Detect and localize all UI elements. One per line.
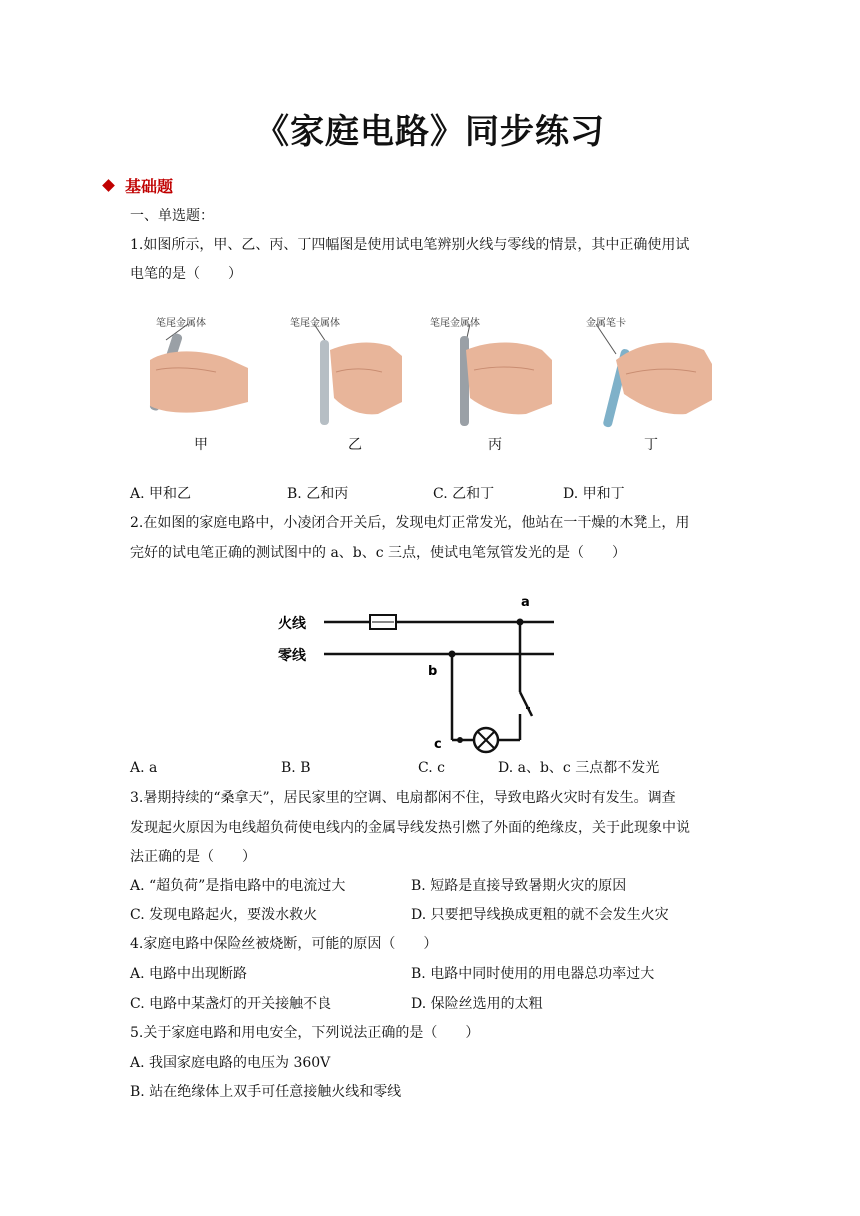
q3-stem-line2: 发现起火原因为电线超负荷使电线内的金属导线发热引燃了外面的绝缘皮，关于此现象中说 xyxy=(130,820,690,836)
figure-bing-caption: 丙 xyxy=(488,437,502,453)
q3-stem-line1: 3.暑期持续的“桑拿天”，居民家里的空调、电扇都闲不住，导致电路火灾时有发生。调查 xyxy=(130,790,676,806)
q1-option-b[interactable]: B. 乙和丙 xyxy=(287,486,349,502)
q4-option-b[interactable]: B. 电路中同时使用的用电器总功率过大 xyxy=(411,966,655,982)
figure-yi-label: 笔尾金属体 xyxy=(290,318,340,329)
q5-option-b[interactable]: B. 站在绝缘体上双手可任意接触火线和零线 xyxy=(130,1084,402,1100)
figure-jia xyxy=(136,310,266,460)
part-heading: 一、单选题： xyxy=(130,208,214,224)
switch-icon xyxy=(520,692,532,716)
q1-figure-row xyxy=(130,310,730,460)
point-c-label: c xyxy=(434,737,442,752)
figure-bing xyxy=(430,310,560,460)
q1-option-c[interactable]: C. 乙和丁 xyxy=(433,486,495,502)
q3-stem-line3: 法正确的是（ ） xyxy=(130,849,256,865)
q2-stem-line2: 完好的试电笔正确的测试图中的 a、b、c 三点，使试电笔氖管发光的是（ ） xyxy=(130,545,627,561)
figure-ding-label: 金属笔卡 xyxy=(586,318,626,329)
q4-option-a[interactable]: A. 电路中出现断路 xyxy=(130,966,248,982)
diamond-bullet-icon xyxy=(102,179,115,192)
q2-option-d[interactable]: D. a、b、c 三点都不发光 xyxy=(498,760,660,776)
figure-jia-label: 笔尾金属体 xyxy=(156,318,206,329)
point-a-label: a xyxy=(521,595,530,610)
q3-option-b[interactable]: B. 短路是直接导致暑期火灾的原因 xyxy=(411,878,627,894)
section-heading-label: 基础题 xyxy=(125,177,174,196)
q1-stem-line1: 1.如图所示，甲、乙、丙、丁四幅图是使用试电笔辨别火线与零线的情景，其中正确使用试 xyxy=(130,237,690,253)
q2-option-a[interactable]: A. a xyxy=(130,760,158,776)
circuit-diagram-svg xyxy=(268,588,568,758)
q4-stem-line1: 4.家庭电路中保险丝被烧断，可能的原因（ ） xyxy=(130,936,438,952)
neutral-wire-label: 零线 xyxy=(278,648,306,664)
q2-option-b[interactable]: B. B xyxy=(281,760,311,776)
point-b-label: b xyxy=(428,664,438,679)
q5-stem-line1: 5.关于家庭电路和用电安全，下列说法正确的是（ ） xyxy=(130,1025,480,1041)
q1-option-a[interactable]: A. 甲和乙 xyxy=(130,486,192,502)
q3-option-d[interactable]: D. 只要把导线换成更粗的就不会发生火灾 xyxy=(411,907,669,923)
q3-option-a[interactable]: A. “超负荷”是指电路中的电流过大 xyxy=(130,878,346,894)
figure-jia-caption: 甲 xyxy=(194,437,208,453)
q2-stem-line1: 2.在如图的家庭电路中，小凌闭合开关后，发现电灯正常发光，他站在一干燥的木凳上，用 xyxy=(130,515,690,531)
q1-stem-line2: 电笔的是（ ） xyxy=(130,266,242,282)
figure-ding-caption: 丁 xyxy=(644,437,658,453)
q4-option-c[interactable]: C. 电路中某盏灯的开关接触不良 xyxy=(130,996,332,1012)
q3-option-c[interactable]: C. 发现电路起火，要泼水救火 xyxy=(130,907,318,923)
q1-option-d[interactable]: D. 甲和丁 xyxy=(563,486,625,502)
section-heading xyxy=(104,174,173,197)
figure-bing-label: 笔尾金属体 xyxy=(430,318,480,329)
q4-option-d[interactable]: D. 保险丝选用的太粗 xyxy=(411,996,543,1012)
junction-c xyxy=(457,737,463,743)
q2-option-c[interactable]: C. c xyxy=(418,760,445,776)
figure-ding xyxy=(586,310,716,460)
circuit-diagram xyxy=(268,588,568,758)
q5-option-a[interactable]: A. 我国家庭电路的电压为 360V xyxy=(130,1055,331,1071)
figure-yi-caption: 乙 xyxy=(348,437,362,453)
page-title: 《家庭电路》同步练习 xyxy=(255,112,605,152)
live-wire-label: 火线 xyxy=(278,616,306,632)
figure-yi xyxy=(290,310,420,460)
